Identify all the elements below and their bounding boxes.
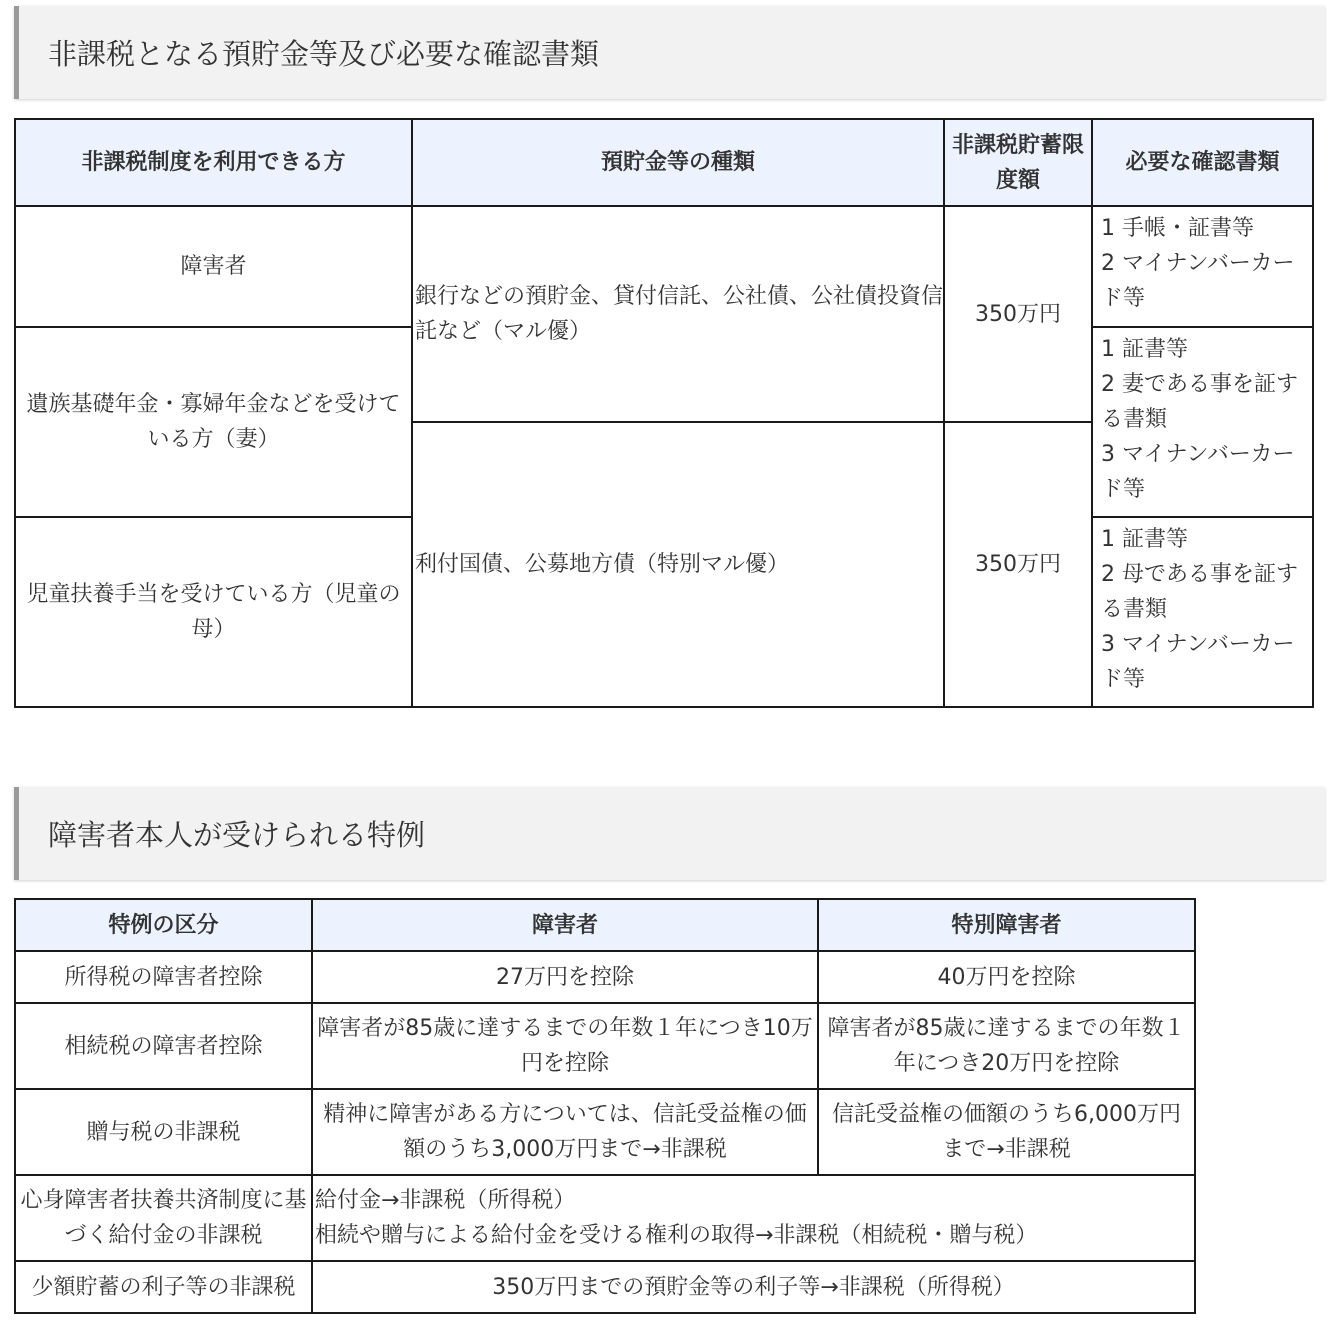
savings-type-cell: 銀行などの預貯金、貸付信託、公社債、公社債投資信託など（マル優）: [412, 206, 944, 422]
table-header-row: [15, 119, 1313, 206]
eligible-cell: 児童扶養手当を受けている方（児童の母）: [15, 517, 412, 707]
eligible-cell: 遺族基礎年金・寡婦年金などを受けている方（妻）: [15, 327, 412, 517]
limit-cell: 350万円: [944, 422, 1092, 707]
section-title: 障害者本人が受けられる特例: [48, 818, 426, 852]
disabled-cell: 27万円を控除: [312, 951, 818, 1003]
column-header-special-disabled: 特別障害者: [818, 899, 1195, 951]
table-row: [15, 1089, 1195, 1175]
table-row: [15, 1261, 1195, 1313]
documents-cell: [1092, 206, 1313, 327]
category-cell: 心身障害者扶養共済制度に基づく給付金の非課税: [15, 1175, 312, 1261]
column-header-category: 特例の区分: [15, 899, 312, 951]
section-heading-special-provisions: [14, 787, 1325, 880]
mutual-aid-line: 相続や贈与による給付金を受ける権利の取得→非課税（相続税・贈与税）: [315, 1223, 1038, 1248]
section-title: 非課税となる預貯金等及び必要な確認書類: [48, 37, 600, 71]
table-row: [15, 206, 1313, 327]
eligible-cell: 障害者: [15, 206, 412, 327]
document-item: 3 マイナンバーカード等: [1101, 632, 1295, 692]
document-item: 2 母である事を証する書類: [1101, 562, 1298, 622]
tax-exempt-savings-table: [14, 118, 1314, 708]
category-cell: 相続税の障害者控除: [15, 1003, 312, 1089]
disabled-cell: 精神に障害がある方については、信託受益権の価額のうち3,000万円まで→非課税: [312, 1089, 818, 1175]
disabled-cell: 障害者が85歳に達するまでの年数１年につき10万円を控除: [312, 1003, 818, 1089]
category-cell: 所得税の障害者控除: [15, 951, 312, 1003]
table-row: [15, 1003, 1195, 1089]
category-cell: 少額貯蓄の利子等の非課税: [15, 1261, 312, 1313]
documents-cell: [1092, 517, 1313, 707]
column-header-documents: 必要な確認書類: [1092, 119, 1313, 206]
mutual-aid-cell: [312, 1175, 1195, 1261]
column-header-savings-type: 預貯金等の種類: [412, 119, 944, 206]
savings-type-cell: 利付国債、公募地方債（特別マル優）: [412, 422, 944, 707]
table-row: [15, 951, 1195, 1003]
small-savings-cell: 350万円までの預貯金等の利子等→非課税（所得税）: [312, 1261, 1195, 1313]
document-item: 3 マイナンバーカード等: [1101, 442, 1295, 502]
document-item: 2 妻である事を証する書類: [1101, 372, 1298, 432]
limit-cell: 350万円: [944, 206, 1092, 422]
document-item: 1 手帳・証書等: [1101, 216, 1254, 241]
special-disabled-cell: 信託受益権の価額のうち6,000万円まで→非課税: [818, 1089, 1195, 1175]
column-header-eligible: 非課税制度を利用できる方: [15, 119, 412, 206]
column-header-limit: 非課税貯蓄限度額: [944, 119, 1092, 206]
special-disabled-cell: 40万円を控除: [818, 951, 1195, 1003]
document-item: 2 マイナンバーカード等: [1101, 251, 1295, 311]
table-header-row: [15, 899, 1195, 951]
documents-cell: [1092, 327, 1313, 517]
document-item: 1 証書等: [1101, 337, 1188, 362]
special-disabled-cell: 障害者が85歳に達するまでの年数１年につき20万円を控除: [818, 1003, 1195, 1089]
section-heading-tax-exempt-savings: [14, 6, 1325, 99]
document-item: 1 証書等: [1101, 527, 1188, 552]
table-row: [15, 1175, 1195, 1261]
mutual-aid-line: 給付金→非課税（所得税）: [315, 1188, 576, 1213]
column-header-disabled: 障害者: [312, 899, 818, 951]
special-provisions-table: [14, 898, 1196, 1314]
category-cell: 贈与税の非課税: [15, 1089, 312, 1175]
